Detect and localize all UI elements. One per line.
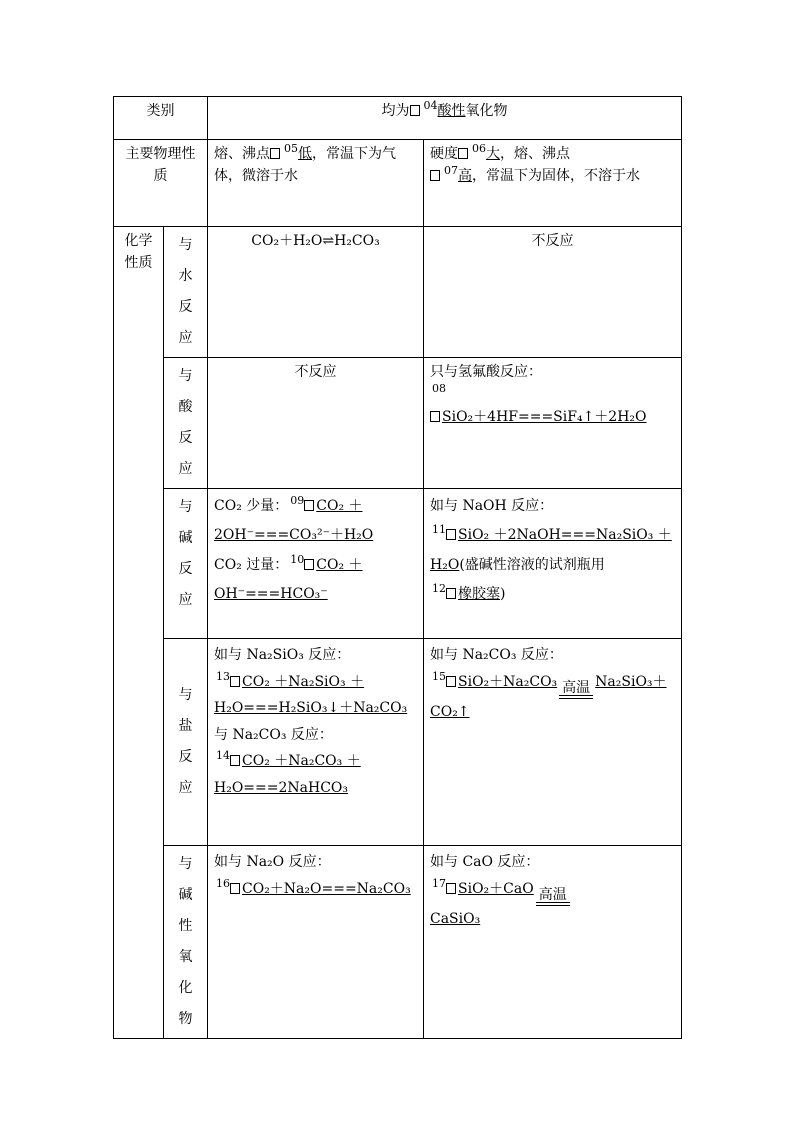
answer-box-icon	[446, 883, 456, 894]
physical-sio2: 硬度 $^{06}$大，熔、沸点 $^{07}$高，常温下为固体，不溶于水	[424, 140, 682, 227]
acid-co2: 不反应	[208, 358, 424, 489]
salt-sio2: 如与 Na₂CO₃ 反应： $^{15}$ SiO₂＋Na₂CO₃ 高温 Na₂SiO₃＋CO₂↑	[424, 639, 682, 846]
condition-high-temp: 高温	[536, 888, 570, 906]
answer-box-icon	[446, 529, 456, 540]
answer-box-icon	[430, 411, 440, 422]
answer-box-icon	[446, 676, 456, 687]
answer-box-icon	[410, 105, 420, 116]
basic-oxide-co2: 如与 Na₂O 反应： $^{16}$ CO₂＋Na₂O===Na₂CO₃	[208, 846, 424, 1039]
base-label: 与 碱 反 应	[164, 489, 208, 639]
answer-box-icon	[458, 148, 468, 159]
base-row	[114, 489, 682, 639]
answer-box-icon	[430, 170, 440, 181]
acid-sio2: 只与氢氟酸反应： $^{08}$ SiO₂＋4HF===SiF₄↑＋2H₂O	[424, 358, 682, 489]
physical-co2: 熔、沸点 $^{05}$低，常温下为气体，微溶于水	[208, 140, 424, 227]
answer-box-icon	[304, 559, 314, 570]
water-co2: CO₂＋H₂O⇌H₂CO₃	[208, 227, 424, 358]
water-sio2: 不反应	[424, 227, 682, 358]
water-row	[114, 227, 682, 358]
base-co2: CO₂ 少量： $^{09}$ CO₂ ＋2OH⁻===CO₃²⁻＋H₂O CO₂ 过量： $^{10}$ CO₂ ＋OH⁻===HCO₃⁻	[208, 489, 424, 639]
answer-box-icon	[230, 883, 240, 894]
answer-box-icon	[230, 676, 240, 687]
basic-oxide-label: 与 碱 性 氧 化 物	[164, 846, 208, 1039]
physical-label: 主要物理性质	[114, 140, 208, 227]
properties-table	[113, 96, 682, 1039]
acid-label: 与 酸 反 应	[164, 358, 208, 489]
salt-label: 与 盐 反 应	[164, 639, 208, 846]
answer-box-icon	[446, 588, 456, 599]
condition-high-temp: 高温	[559, 681, 593, 699]
category-value: 均为 $^{04}$酸性氧化物	[208, 97, 682, 140]
physical-row	[114, 140, 682, 227]
chem-label: 化学性质	[114, 227, 164, 1039]
category-row	[114, 97, 682, 140]
salt-co2: 如与 Na₂SiO₃ 反应： $^{13}$ CO₂ ＋Na₂SiO₃ ＋H₂O===H₂SiO₃↓＋Na₂CO₃ 与 Na₂CO₃ 反应： $^{14}$ CO₂ ＋Na₂CO₃ ＋H₂O===2NaHCO₃	[208, 639, 424, 846]
answer-box-icon	[270, 148, 280, 159]
acid-row	[114, 358, 682, 489]
salt-row	[114, 639, 682, 846]
basic-oxide-row	[114, 846, 682, 1039]
answer-box-icon	[230, 755, 240, 766]
category-label: 类别	[114, 97, 208, 140]
answer-box-icon	[304, 500, 314, 511]
base-sio2: 如与 NaOH 反应： $^{11}$ SiO₂ ＋2NaOH===Na₂SiO₃ ＋H₂O(盛碱性溶液的试剂瓶用 $^{12}$ 橡胶塞)	[424, 489, 682, 639]
water-label: 与 水 反 应	[164, 227, 208, 358]
basic-oxide-sio2: 如与 CaO 反应： $^{17}$ SiO₂＋CaO 高温 CaSiO₃	[424, 846, 682, 1039]
